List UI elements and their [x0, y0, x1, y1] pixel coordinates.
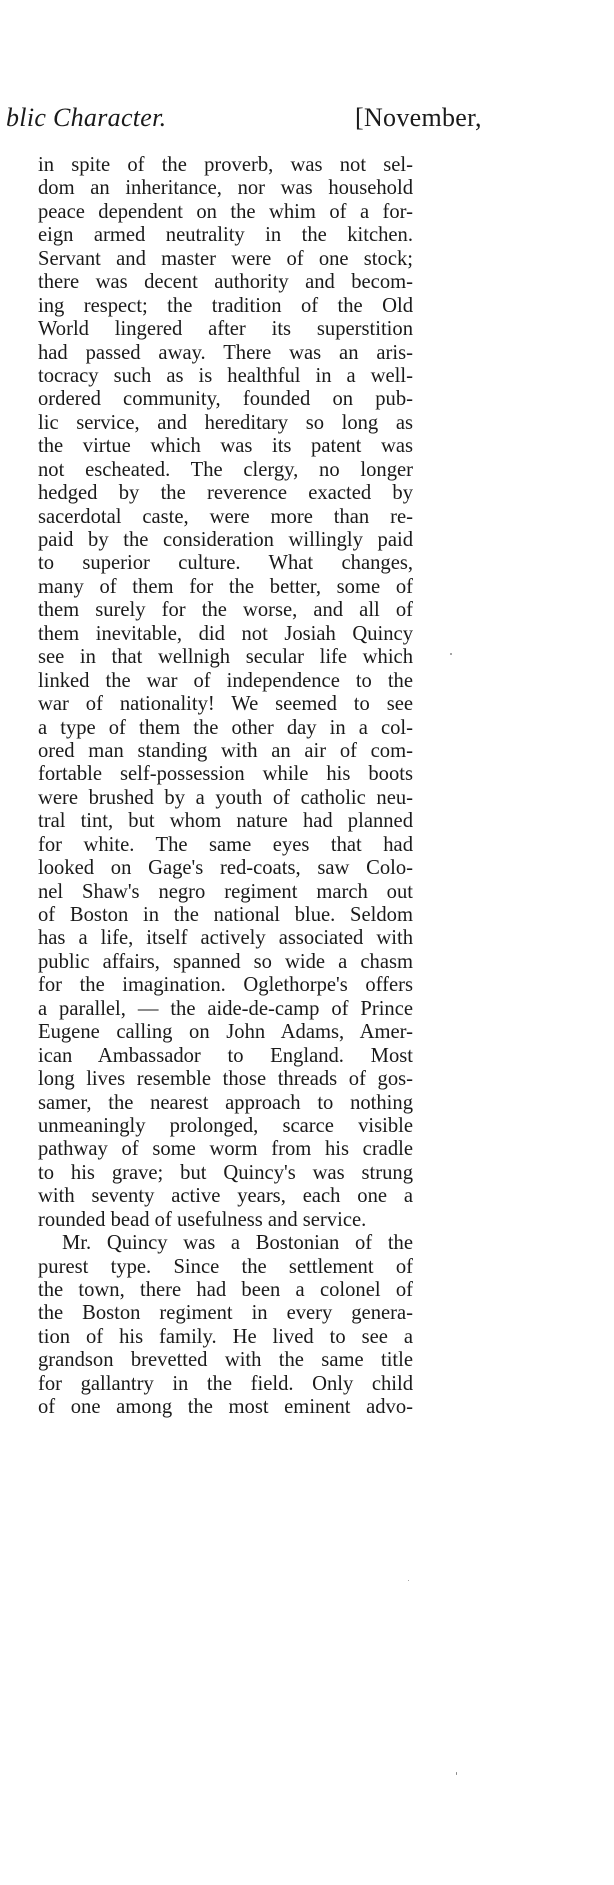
text-line: in spite of the proverb, was not sel-	[38, 154, 413, 176]
text-line: pathway of some worm from his cradle	[38, 1138, 413, 1161]
paragraph-start-line: Mr. Quincy was a Bostonian of the	[62, 1232, 413, 1255]
text-line: purest type. Since the settlement of	[38, 1255, 413, 1278]
text-line: ican Ambassador to England. Most	[38, 1044, 413, 1067]
text-line: peace dependent on the whim of a for-	[38, 200, 413, 223]
text-line: Eugene calling on John Adams, Amer-	[38, 1021, 413, 1044]
text-line: sacerdotal caste, were more than re-	[38, 505, 413, 528]
text-line: had passed away. There was an aris-	[38, 341, 413, 364]
text-line: many of them for the better, some of	[38, 575, 413, 598]
text-line: long lives resemble those threads of gos-	[38, 1068, 413, 1091]
text-line: fortable self-possession while his boots	[38, 763, 413, 786]
text-line: linked the war of independence to the	[38, 669, 413, 692]
text-line: tion of his family. He lived to see a	[38, 1325, 413, 1348]
running-header	[0, 103, 614, 143]
text-line: for gallantry in the field. Only child	[38, 1372, 413, 1395]
text-line: tral tint, but whom nature had planned	[38, 810, 413, 833]
paper-speck	[408, 1580, 409, 1581]
text-line: for the imagination. Oglethorpe's offers	[38, 974, 413, 997]
text-line: dom an inheritance, nor was household	[38, 177, 413, 200]
text-line: eign armed neutrality in the kitchen.	[38, 224, 413, 247]
text-line: war of nationality! We seemed to see	[38, 693, 413, 716]
text-line: tocracy such as is healthful in a well-	[38, 364, 413, 387]
text-line: them inevitable, did not Josiah Quincy	[38, 622, 413, 645]
text-line: grandson brevetted with the same title	[38, 1349, 413, 1372]
text-line: not escheated. The clergy, no longer	[38, 458, 413, 481]
text-line: a type of them the other day in a col-	[38, 716, 413, 739]
text-line: the virtue which was its patent was	[38, 435, 413, 458]
paragraph-end-line: rounded bead of usefulness and service.	[38, 1208, 367, 1231]
text-line: ored man standing with an air of com-	[38, 739, 413, 762]
text-line: the Boston regiment in every genera-	[38, 1302, 413, 1325]
text-line: public affairs, spanned so wide a chasm	[38, 950, 413, 973]
text-line: paid by the consideration willingly paid	[38, 529, 413, 551]
text-line: samer, the nearest approach to nothing	[38, 1091, 413, 1114]
text-line: ing respect; the tradition of the Old	[38, 294, 413, 317]
text-line: lic service, and hereditary so long as	[38, 411, 413, 434]
text-line: ordered community, founded on pub-	[38, 388, 413, 411]
text-line: looked on Gage's red-coats, saw Colo-	[38, 857, 413, 880]
text-line: see in that wellnigh secular life which	[38, 646, 413, 669]
running-title: blic Character.	[6, 103, 167, 132]
text-line: the town, there had been a colonel of	[38, 1279, 413, 1301]
text-line: a parallel, — the aide-de-camp of Prince	[38, 997, 413, 1020]
text-line: unmeaningly prolonged, scarce visible	[38, 1114, 413, 1137]
text-line: them surely for the worse, and all of	[38, 599, 413, 622]
text-line: World lingered after its superstition	[38, 318, 413, 341]
running-date: [November,	[355, 103, 482, 132]
paper-speck	[450, 653, 452, 655]
text-line: for white. The same eyes that had	[38, 833, 413, 856]
text-line: Servant and master were of one stock;	[38, 247, 413, 270]
text-line: hedged by the reverence exacted by	[38, 482, 413, 505]
text-line: to superior culture. What changes,	[38, 552, 413, 575]
text-line: with seventy active years, each one a	[38, 1185, 413, 1208]
text-line: to his grave; but Quincy's was strung	[38, 1161, 413, 1184]
text-line: of one among the most eminent advo-	[38, 1396, 413, 1419]
text-line: of Boston in the national blue. Seldom	[38, 904, 413, 926]
page-body	[38, 154, 413, 1420]
text-line: there was decent authority and becom-	[38, 271, 413, 294]
text-line: nel Shaw's negro regiment march out	[38, 880, 413, 903]
text-line: has a life, itself actively associated with	[38, 927, 413, 950]
paper-speck	[456, 1772, 457, 1775]
text-line: were brushed by a youth of catholic neu-	[38, 786, 413, 809]
